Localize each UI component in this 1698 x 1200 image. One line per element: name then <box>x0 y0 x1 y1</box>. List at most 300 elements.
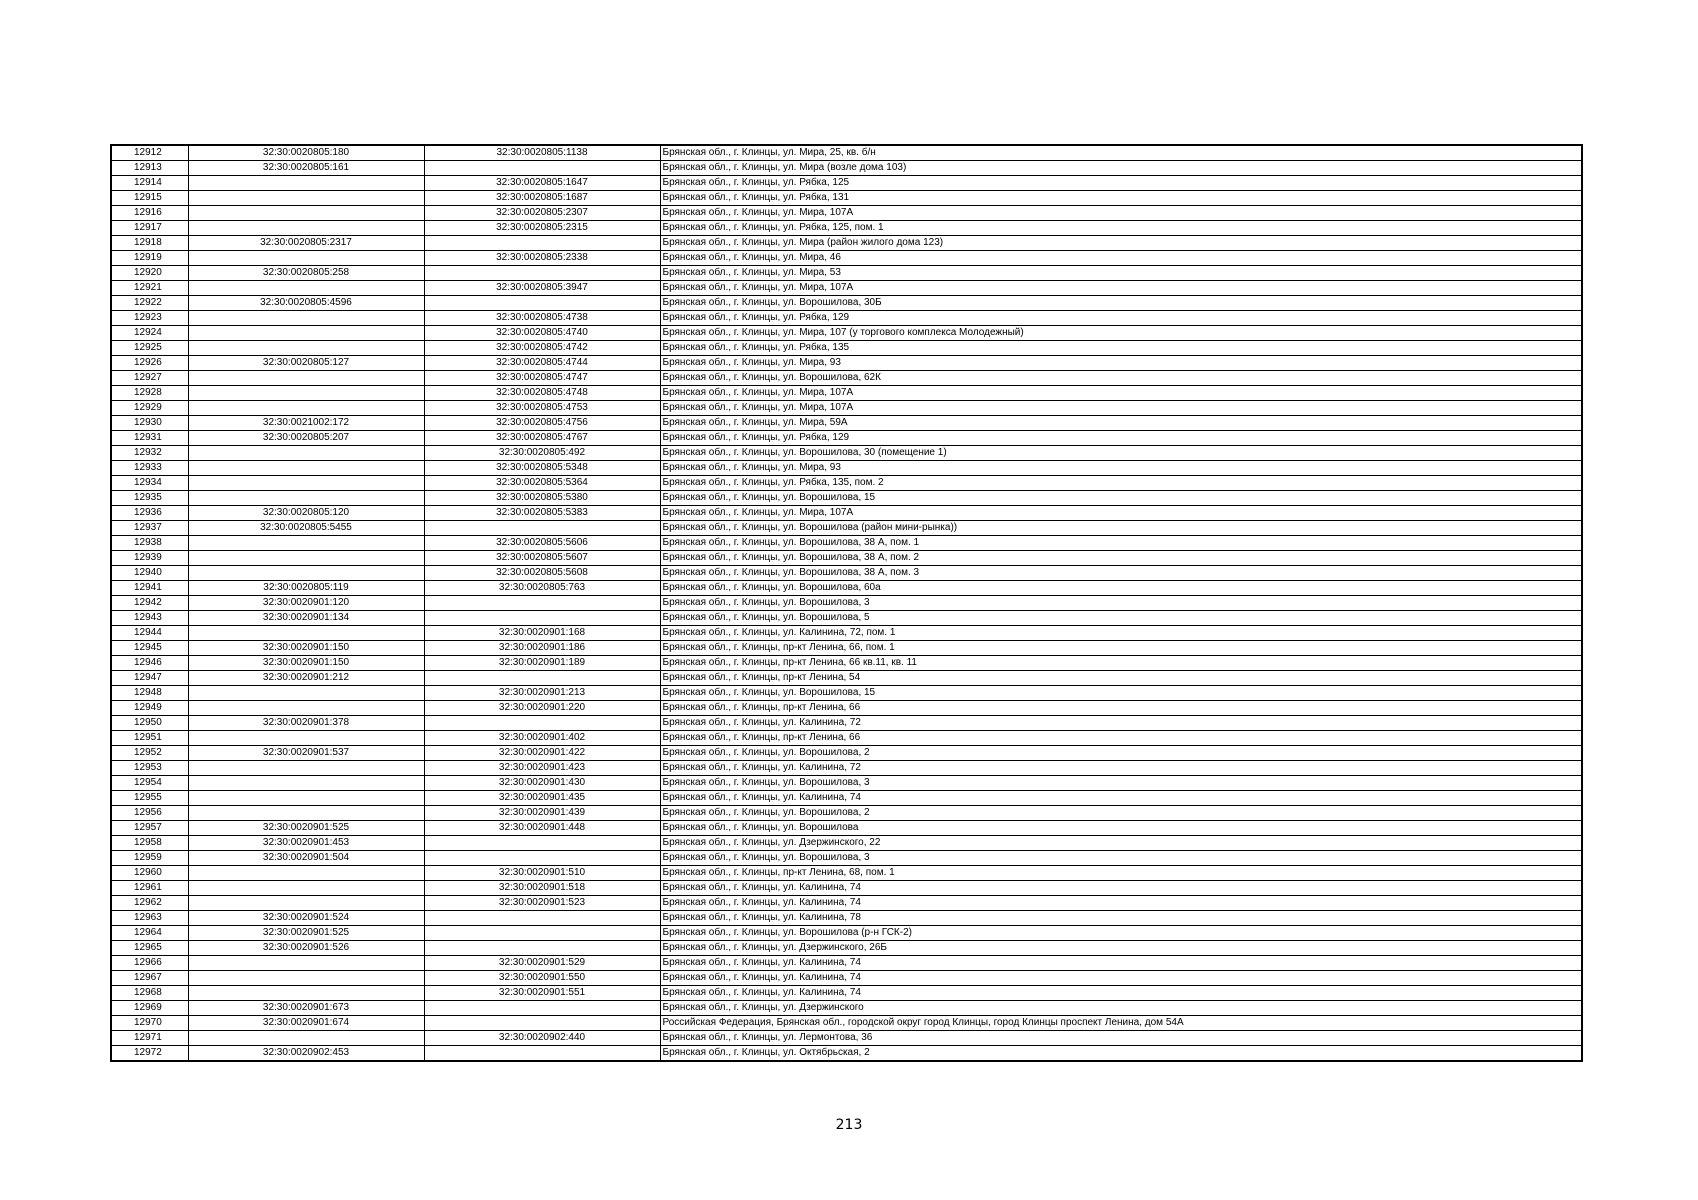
table-row <box>111 1031 1582 1046</box>
row-number-cell: 12931 <box>111 431 188 446</box>
address-cell: Брянская обл., г. Клинцы, ул. Мира, 107А <box>660 386 1582 401</box>
row-number-cell: 12916 <box>111 206 188 221</box>
cadastral-number-object-cell <box>424 1001 660 1016</box>
address-cell: Брянская обл., г. Клинцы, пр-кт Ленина, 66 <box>660 701 1582 716</box>
cadastral-number-object-cell: 32:30:0020805:5364 <box>424 476 660 491</box>
cadastral-number-land-cell: 32:30:0020805:5455 <box>188 521 424 536</box>
address-cell: Брянская обл., г. Клинцы, ул. Мира, 107А <box>660 281 1582 296</box>
row-number-cell: 12937 <box>111 521 188 536</box>
table-row <box>111 491 1582 506</box>
table-row <box>111 881 1582 896</box>
table-row <box>111 461 1582 476</box>
address-cell: Брянская обл., г. Клинцы, ул. Ворошилова, 2 <box>660 806 1582 821</box>
cadastral-number-object-cell: 32:30:0020805:2338 <box>424 251 660 266</box>
cadastral-number-object-cell: 32:30:0020805:4753 <box>424 401 660 416</box>
row-number-cell: 12930 <box>111 416 188 431</box>
table-row <box>111 626 1582 641</box>
row-number-cell: 12955 <box>111 791 188 806</box>
address-cell: Брянская обл., г. Клинцы, ул. Ворошилова, 30 (помещение 1) <box>660 446 1582 461</box>
cadastral-number-land-cell <box>188 251 424 266</box>
cadastral-number-land-cell: 32:30:0020901:134 <box>188 611 424 626</box>
address-cell: Брянская обл., г. Клинцы, ул. Ворошилова, 15 <box>660 686 1582 701</box>
cadastral-number-object-cell: 32:30:0020805:2307 <box>424 206 660 221</box>
table-row <box>111 281 1582 296</box>
table-row <box>111 806 1582 821</box>
page-number: 213 <box>835 1117 863 1133</box>
cadastral-number-land-cell <box>188 761 424 776</box>
row-number-cell: 12913 <box>111 161 188 176</box>
cadastral-number-land-cell: 32:30:0020901:673 <box>188 1001 424 1016</box>
cadastral-number-object-cell: 32:30:0020901:529 <box>424 956 660 971</box>
row-number-cell: 12957 <box>111 821 188 836</box>
address-cell: Брянская обл., г. Клинцы, ул. Дзержинского, 22 <box>660 836 1582 851</box>
row-number-cell: 12929 <box>111 401 188 416</box>
cadastral-number-object-cell: 32:30:0020901:186 <box>424 641 660 656</box>
row-number-cell: 12923 <box>111 311 188 326</box>
row-number-cell: 12970 <box>111 1016 188 1031</box>
table-row <box>111 371 1582 386</box>
cadastral-number-object-cell: 32:30:0020805:4767 <box>424 431 660 446</box>
table-row <box>111 551 1582 566</box>
cadastral-number-object-cell: 32:30:0020805:1647 <box>424 176 660 191</box>
address-cell: Брянская обл., г. Клинцы, ул. Калинина, 74 <box>660 896 1582 911</box>
table-row <box>111 176 1582 191</box>
row-number-cell: 12912 <box>111 145 188 161</box>
cadastral-number-object-cell: 32:30:0020805:4738 <box>424 311 660 326</box>
cadastral-number-land-cell: 32:30:0020805:120 <box>188 506 424 521</box>
row-number-cell: 12935 <box>111 491 188 506</box>
cadastral-number-object-cell: 32:30:0020901:422 <box>424 746 660 761</box>
registry-table-body <box>111 145 1582 1061</box>
cadastral-number-land-cell <box>188 881 424 896</box>
cadastral-number-object-cell: 32:30:0020805:5383 <box>424 506 660 521</box>
row-number-cell: 12939 <box>111 551 188 566</box>
address-cell: Брянская обл., г. Клинцы, ул. Рябка, 135 <box>660 341 1582 356</box>
cadastral-number-object-cell: 32:30:0020901:435 <box>424 791 660 806</box>
cadastral-number-land-cell: 32:30:0020805:4596 <box>188 296 424 311</box>
table-row <box>111 191 1582 206</box>
cadastral-number-land-cell <box>188 326 424 341</box>
table-row <box>111 431 1582 446</box>
row-number-cell: 12941 <box>111 581 188 596</box>
cadastral-number-land-cell: 32:30:0020901:150 <box>188 641 424 656</box>
table-row <box>111 641 1582 656</box>
cadastral-number-land-cell <box>188 566 424 581</box>
cadastral-number-object-cell: 32:30:0020805:1138 <box>424 145 660 161</box>
cadastral-number-object-cell: 32:30:0020805:4740 <box>424 326 660 341</box>
address-cell: Брянская обл., г. Клинцы, пр-кт Ленина, 54 <box>660 671 1582 686</box>
address-cell: Брянская обл., г. Клинцы, ул. Мира, 107А <box>660 206 1582 221</box>
address-cell: Брянская обл., г. Клинцы, ул. Ворошилова, 3 <box>660 776 1582 791</box>
cadastral-number-land-cell: 32:30:0020901:378 <box>188 716 424 731</box>
table-row <box>111 716 1582 731</box>
cadastral-number-land-cell <box>188 626 424 641</box>
row-number-cell: 12925 <box>111 341 188 356</box>
table-row <box>111 911 1582 926</box>
cadastral-number-land-cell <box>188 311 424 326</box>
address-cell: Брянская обл., г. Клинцы, ул. Мира, 59А <box>660 416 1582 431</box>
table-row <box>111 926 1582 941</box>
row-number-cell: 12952 <box>111 746 188 761</box>
cadastral-number-object-cell <box>424 611 660 626</box>
table-row <box>111 476 1582 491</box>
cadastral-number-land-cell <box>188 956 424 971</box>
table-row <box>111 896 1582 911</box>
cadastral-number-land-cell: 32:30:0020805:207 <box>188 431 424 446</box>
table-row <box>111 236 1582 251</box>
address-cell: Брянская обл., г. Клинцы, ул. Мира (возле дома 103) <box>660 161 1582 176</box>
cadastral-number-land-cell <box>188 866 424 881</box>
cadastral-number-land-cell: 32:30:0020901:537 <box>188 746 424 761</box>
cadastral-number-object-cell: 32:30:0020805:5608 <box>424 566 660 581</box>
address-cell: Брянская обл., г. Клинцы, ул. Мира, 93 <box>660 356 1582 371</box>
cadastral-number-land-cell: 32:30:0020901:674 <box>188 1016 424 1031</box>
table-row <box>111 521 1582 536</box>
cadastral-number-land-cell <box>188 776 424 791</box>
row-number-cell: 12972 <box>111 1046 188 1062</box>
table-row <box>111 416 1582 431</box>
table-row <box>111 356 1582 371</box>
address-cell: Брянская обл., г. Клинцы, ул. Мира, 107 (у торгового комплекса Молодежный) <box>660 326 1582 341</box>
address-cell: Брянская обл., г. Клинцы, ул. Ворошилова, 38 А, пом. 3 <box>660 566 1582 581</box>
row-number-cell: 12965 <box>111 941 188 956</box>
row-number-cell: 12953 <box>111 761 188 776</box>
address-cell: Брянская обл., г. Клинцы, ул. Калинина, 74 <box>660 986 1582 1001</box>
address-cell: Брянская обл., г. Клинцы, ул. Рябка, 129 <box>660 431 1582 446</box>
table-row <box>111 791 1582 806</box>
address-cell: Брянская обл., г. Клинцы, ул. Ворошилова (р-н ГСК-2) <box>660 926 1582 941</box>
address-cell: Брянская обл., г. Клинцы, ул. Ворошилова, 3 <box>660 851 1582 866</box>
address-cell: Брянская обл., г. Клинцы, ул. Дзержинского, 26Б <box>660 941 1582 956</box>
cadastral-number-object-cell: 32:30:0020805:5606 <box>424 536 660 551</box>
row-number-cell: 12950 <box>111 716 188 731</box>
cadastral-number-land-cell: 32:30:0020901:526 <box>188 941 424 956</box>
cadastral-number-land-cell: 32:30:0020902:453 <box>188 1046 424 1062</box>
row-number-cell: 12933 <box>111 461 188 476</box>
address-cell: Брянская обл., г. Клинцы, ул. Мира, 93 <box>660 461 1582 476</box>
cadastral-number-object-cell <box>424 1016 660 1031</box>
table-row <box>111 145 1582 161</box>
table-row <box>111 326 1582 341</box>
cadastral-number-land-cell <box>188 191 424 206</box>
address-cell: Брянская обл., г. Клинцы, ул. Рябка, 129 <box>660 311 1582 326</box>
cadastral-number-land-cell <box>188 491 424 506</box>
cadastral-number-land-cell <box>188 401 424 416</box>
row-number-cell: 12943 <box>111 611 188 626</box>
cadastral-number-land-cell: 32:30:0020805:180 <box>188 145 424 161</box>
row-number-cell: 12942 <box>111 596 188 611</box>
address-cell: Брянская обл., г. Клинцы, ул. Рябка, 131 <box>660 191 1582 206</box>
table-row <box>111 761 1582 776</box>
cadastral-number-land-cell <box>188 806 424 821</box>
cadastral-number-land-cell <box>188 446 424 461</box>
table-row <box>111 401 1582 416</box>
address-cell: Брянская обл., г. Клинцы, ул. Ворошилова, 60а <box>660 581 1582 596</box>
cadastral-number-object-cell: 32:30:0020901:550 <box>424 971 660 986</box>
address-cell: Брянская обл., г. Клинцы, пр-кт Ленина, 66, пом. 1 <box>660 641 1582 656</box>
cadastral-number-object-cell <box>424 671 660 686</box>
cadastral-number-land-cell: 32:30:0020901:524 <box>188 911 424 926</box>
cadastral-number-object-cell <box>424 521 660 536</box>
table-row <box>111 311 1582 326</box>
cadastral-number-land-cell: 32:30:0020901:504 <box>188 851 424 866</box>
cadastral-number-land-cell: 32:30:0020805:258 <box>188 266 424 281</box>
row-number-cell: 12959 <box>111 851 188 866</box>
cadastral-number-object-cell <box>424 596 660 611</box>
address-cell: Брянская обл., г. Клинцы, ул. Дзержинского <box>660 1001 1582 1016</box>
row-number-cell: 12949 <box>111 701 188 716</box>
table-row <box>111 686 1582 701</box>
table-row <box>111 446 1582 461</box>
table-row <box>111 821 1582 836</box>
address-cell: Брянская обл., г. Клинцы, ул. Ворошилова, 3 <box>660 596 1582 611</box>
table-row <box>111 266 1582 281</box>
cadastral-number-object-cell <box>424 1046 660 1062</box>
address-cell: Брянская обл., г. Клинцы, ул. Ворошилова, 38 А, пом. 1 <box>660 536 1582 551</box>
address-cell: Брянская обл., г. Клинцы, ул. Мира (район жилого дома 123) <box>660 236 1582 251</box>
address-cell: Брянская обл., г. Клинцы, ул. Ворошилова (район мини-рынка)) <box>660 521 1582 536</box>
address-cell: Российская Федерация, Брянская обл., городской округ город Клинцы, город Клинцы проспект Ленина, дом 54А <box>660 1016 1582 1031</box>
cadastral-number-land-cell <box>188 1031 424 1046</box>
cadastral-number-land-cell: 32:30:0020805:119 <box>188 581 424 596</box>
cadastral-number-object-cell: 32:30:0020901:189 <box>424 656 660 671</box>
address-cell: Брянская обл., г. Клинцы, ул. Ворошилова, 38 А, пом. 2 <box>660 551 1582 566</box>
cadastral-number-object-cell: 32:30:0020805:2315 <box>424 221 660 236</box>
table-row <box>111 986 1582 1001</box>
cadastral-number-object-cell <box>424 941 660 956</box>
cadastral-number-land-cell: 32:30:0021002:172 <box>188 416 424 431</box>
row-number-cell: 12967 <box>111 971 188 986</box>
address-cell: Брянская обл., г. Клинцы, ул. Калинина, 74 <box>660 971 1582 986</box>
row-number-cell: 12927 <box>111 371 188 386</box>
cadastral-number-land-cell <box>188 176 424 191</box>
cadastral-number-object-cell: 32:30:0020901:213 <box>424 686 660 701</box>
row-number-cell: 12928 <box>111 386 188 401</box>
cadastral-number-object-cell: 32:30:0020901:448 <box>424 821 660 836</box>
cadastral-number-object-cell: 32:30:0020805:3947 <box>424 281 660 296</box>
cadastral-number-land-cell: 32:30:0020901:453 <box>188 836 424 851</box>
row-number-cell: 12918 <box>111 236 188 251</box>
table-row <box>111 746 1582 761</box>
table-row <box>111 251 1582 266</box>
row-number-cell: 12963 <box>111 911 188 926</box>
cadastral-number-object-cell: 32:30:0020901:518 <box>424 881 660 896</box>
row-number-cell: 12936 <box>111 506 188 521</box>
cadastral-number-object-cell <box>424 296 660 311</box>
row-number-cell: 12946 <box>111 656 188 671</box>
table-row <box>111 851 1582 866</box>
address-cell: Брянская обл., г. Клинцы, ул. Мира, 107А <box>660 506 1582 521</box>
cadastral-number-object-cell: 32:30:0020901:430 <box>424 776 660 791</box>
cadastral-number-object-cell: 32:30:0020805:763 <box>424 581 660 596</box>
row-number-cell: 12921 <box>111 281 188 296</box>
address-cell: Брянская обл., г. Клинцы, ул. Октябрьская, 2 <box>660 1046 1582 1062</box>
row-number-cell: 12951 <box>111 731 188 746</box>
address-cell: Брянская обл., г. Клинцы, ул. Рябка, 135, пом. 2 <box>660 476 1582 491</box>
cadastral-number-land-cell: 32:30:0020805:127 <box>188 356 424 371</box>
cadastral-number-land-cell <box>188 386 424 401</box>
address-cell: Брянская обл., г. Клинцы, ул. Рябка, 125 <box>660 176 1582 191</box>
cadastral-number-land-cell: 32:30:0020901:212 <box>188 671 424 686</box>
address-cell: Брянская обл., г. Клинцы, ул. Ворошилова <box>660 821 1582 836</box>
table-row <box>111 566 1582 581</box>
cadastral-number-object-cell: 32:30:0020805:4744 <box>424 356 660 371</box>
cadastral-number-object-cell: 32:30:0020805:5380 <box>424 491 660 506</box>
row-number-cell: 12922 <box>111 296 188 311</box>
cadastral-number-object-cell: 32:30:0020901:439 <box>424 806 660 821</box>
row-number-cell: 12915 <box>111 191 188 206</box>
address-cell: Брянская обл., г. Клинцы, ул. Калинина, 74 <box>660 956 1582 971</box>
cadastral-number-object-cell: 32:30:0020901:551 <box>424 986 660 1001</box>
row-number-cell: 12924 <box>111 326 188 341</box>
table-row <box>111 536 1582 551</box>
row-number-cell: 12961 <box>111 881 188 896</box>
cadastral-number-land-cell <box>188 371 424 386</box>
table-row <box>111 596 1582 611</box>
cadastral-number-object-cell: 32:30:0020805:1687 <box>424 191 660 206</box>
row-number-cell: 12926 <box>111 356 188 371</box>
row-number-cell: 12914 <box>111 176 188 191</box>
address-cell: Брянская обл., г. Клинцы, ул. Рябка, 125, пом. 1 <box>660 221 1582 236</box>
cadastral-number-object-cell <box>424 716 660 731</box>
address-cell: Брянская обл., г. Клинцы, ул. Калинина, 74 <box>660 881 1582 896</box>
address-cell: Брянская обл., г. Клинцы, пр-кт Ленина, 66 <box>660 731 1582 746</box>
address-cell: Брянская обл., г. Клинцы, ул. Калинина, 72, пом. 1 <box>660 626 1582 641</box>
address-cell: Брянская обл., г. Клинцы, ул. Калинина, 74 <box>660 791 1582 806</box>
address-cell: Брянская обл., г. Клинцы, ул. Калинина, 78 <box>660 911 1582 926</box>
cadastral-number-land-cell: 32:30:0020901:150 <box>188 656 424 671</box>
table-row <box>111 1016 1582 1031</box>
table-row <box>111 836 1582 851</box>
cadastral-number-object-cell: 32:30:0020805:5607 <box>424 551 660 566</box>
address-cell: Брянская обл., г. Клинцы, ул. Ворошилова, 2 <box>660 746 1582 761</box>
row-number-cell: 12971 <box>111 1031 188 1046</box>
cadastral-number-object-cell: 32:30:0020901:168 <box>424 626 660 641</box>
cadastral-number-land-cell <box>188 476 424 491</box>
cadastral-number-object-cell: 32:30:0020805:4748 <box>424 386 660 401</box>
address-cell: Брянская обл., г. Клинцы, ул. Лермонтова, 36 <box>660 1031 1582 1046</box>
cadastral-number-land-cell <box>188 221 424 236</box>
cadastral-number-land-cell <box>188 791 424 806</box>
table-row <box>111 341 1582 356</box>
row-number-cell: 12920 <box>111 266 188 281</box>
table-row <box>111 971 1582 986</box>
table-row <box>111 161 1582 176</box>
cadastral-number-object-cell: 32:30:0020901:402 <box>424 731 660 746</box>
cadastral-number-object-cell <box>424 236 660 251</box>
cadastral-number-object-cell: 32:30:0020805:4742 <box>424 341 660 356</box>
address-cell: Брянская обл., г. Клинцы, пр-кт Ленина, 68, пом. 1 <box>660 866 1582 881</box>
row-number-cell: 12944 <box>111 626 188 641</box>
cadastral-number-land-cell <box>188 701 424 716</box>
row-number-cell: 12958 <box>111 836 188 851</box>
row-number-cell: 12954 <box>111 776 188 791</box>
table-row <box>111 221 1582 236</box>
table-row <box>111 386 1582 401</box>
row-number-cell: 12962 <box>111 896 188 911</box>
address-cell: Брянская обл., г. Клинцы, ул. Калинина, 72 <box>660 761 1582 776</box>
cadastral-number-land-cell <box>188 551 424 566</box>
cadastral-number-land-cell <box>188 341 424 356</box>
cadastral-number-land-cell: 32:30:0020805:2317 <box>188 236 424 251</box>
cadastral-number-land-cell <box>188 206 424 221</box>
cadastral-number-land-cell <box>188 281 424 296</box>
row-number-cell: 12960 <box>111 866 188 881</box>
cadastral-number-object-cell <box>424 836 660 851</box>
address-cell: Брянская обл., г. Клинцы, ул. Мира, 46 <box>660 251 1582 266</box>
cadastral-number-land-cell <box>188 686 424 701</box>
cadastral-number-land-cell <box>188 986 424 1001</box>
cadastral-number-land-cell <box>188 896 424 911</box>
row-number-cell: 12932 <box>111 446 188 461</box>
table-row <box>111 941 1582 956</box>
cadastral-number-object-cell: 32:30:0020901:220 <box>424 701 660 716</box>
address-cell: Брянская обл., г. Клинцы, ул. Калинина, 72 <box>660 716 1582 731</box>
cadastral-number-object-cell: 32:30:0020902:440 <box>424 1031 660 1046</box>
table-row <box>111 866 1582 881</box>
cadastral-number-land-cell <box>188 461 424 476</box>
cadastral-number-object-cell <box>424 161 660 176</box>
cadastral-number-object-cell: 32:30:0020805:492 <box>424 446 660 461</box>
row-number-cell: 12917 <box>111 221 188 236</box>
cadastral-number-object-cell <box>424 926 660 941</box>
address-cell: Брянская обл., г. Клинцы, ул. Ворошилова, 30Б <box>660 296 1582 311</box>
table-row <box>111 206 1582 221</box>
address-cell: Брянская обл., г. Клинцы, ул. Мира, 25, кв. б/н <box>660 145 1582 161</box>
cadastral-number-land-cell: 32:30:0020901:120 <box>188 596 424 611</box>
table-row <box>111 776 1582 791</box>
cadastral-number-object-cell <box>424 266 660 281</box>
address-cell: Брянская обл., г. Клинцы, пр-кт Ленина, 66 кв.11, кв. 11 <box>660 656 1582 671</box>
row-number-cell: 12948 <box>111 686 188 701</box>
address-cell: Брянская обл., г. Клинцы, ул. Ворошилова, 62К <box>660 371 1582 386</box>
row-number-cell: 12938 <box>111 536 188 551</box>
row-number-cell: 12964 <box>111 926 188 941</box>
address-cell: Брянская обл., г. Клинцы, ул. Ворошилова, 5 <box>660 611 1582 626</box>
address-cell: Брянская обл., г. Клинцы, ул. Мира, 53 <box>660 266 1582 281</box>
table-row <box>111 656 1582 671</box>
row-number-cell: 12947 <box>111 671 188 686</box>
table-row <box>111 1046 1582 1062</box>
row-number-cell: 12940 <box>111 566 188 581</box>
table-row <box>111 956 1582 971</box>
cadastral-number-land-cell: 32:30:0020901:525 <box>188 821 424 836</box>
cadastral-number-object-cell <box>424 911 660 926</box>
cadastral-number-object-cell: 32:30:0020805:4756 <box>424 416 660 431</box>
row-number-cell: 12966 <box>111 956 188 971</box>
table-row <box>111 731 1582 746</box>
cadastral-number-object-cell: 32:30:0020901:423 <box>424 761 660 776</box>
cadastral-number-land-cell <box>188 731 424 746</box>
address-cell: Брянская обл., г. Клинцы, ул. Мира, 107А <box>660 401 1582 416</box>
table-row <box>111 1001 1582 1016</box>
cadastral-number-land-cell: 32:30:0020805:161 <box>188 161 424 176</box>
cadastral-number-object-cell: 32:30:0020805:4747 <box>424 371 660 386</box>
table-row <box>111 701 1582 716</box>
table-row <box>111 581 1582 596</box>
cadastral-number-object-cell: 32:30:0020901:510 <box>424 866 660 881</box>
cadastral-number-object-cell: 32:30:0020901:523 <box>424 896 660 911</box>
table-row <box>111 296 1582 311</box>
cadastral-number-object-cell <box>424 851 660 866</box>
row-number-cell: 12969 <box>111 1001 188 1016</box>
row-number-cell: 12968 <box>111 986 188 1001</box>
row-number-cell: 12919 <box>111 251 188 266</box>
table-row <box>111 506 1582 521</box>
row-number-cell: 12945 <box>111 641 188 656</box>
table-row <box>111 611 1582 626</box>
registry-table <box>110 144 1583 1062</box>
